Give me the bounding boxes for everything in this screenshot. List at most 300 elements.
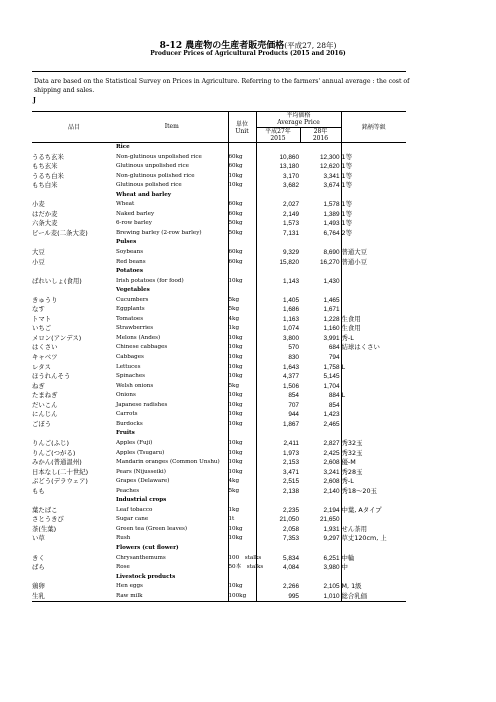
category-marker [32, 143, 116, 153]
item-name-en: Spinaches [116, 373, 146, 380]
item-name-jp: キャベツ [32, 353, 58, 362]
unit-cell: 60kg [228, 162, 256, 172]
value-2015: 2,149 [256, 210, 300, 220]
unit-cell: 10kg [228, 372, 256, 382]
grade-cell: 1等 [341, 181, 406, 191]
grade-cell: L [341, 363, 406, 373]
table-row [32, 592, 406, 602]
table-row [32, 353, 406, 363]
category-marker [32, 191, 116, 201]
table-row [32, 258, 406, 268]
table-row [32, 363, 406, 373]
unit-cell: 1kg [228, 506, 256, 516]
category-label: Potatoes [116, 268, 144, 275]
item-name-en: Strawberries [116, 325, 154, 332]
unit-cell [228, 544, 256, 554]
category-marker [32, 544, 116, 554]
item-name-en: Raw milk [116, 592, 228, 602]
unit-cell: 10kg [228, 582, 256, 592]
item-name-jp: いちご [32, 324, 52, 333]
grade-cell [341, 277, 406, 287]
value-2015: 1,143 [256, 277, 300, 287]
table-body [32, 143, 406, 602]
grade-cell: 秀28玉 [341, 468, 406, 478]
unit-cell: 10kg [228, 439, 256, 449]
item-name-en: Pears (Nijusseiki) [116, 468, 166, 475]
grade-cell: 秀-L [341, 334, 406, 344]
item-name-en: Irish potatoes (for food) [116, 277, 184, 284]
item-name-jp: もち玄米 [32, 162, 58, 171]
value-2015: 10,860 [256, 153, 300, 163]
item-name-en: Carrots [116, 411, 138, 418]
table-row [32, 229, 406, 239]
item-name-jp: もち白米 [32, 181, 58, 190]
item-name-jp: たまねぎ [32, 391, 58, 400]
table-row [32, 391, 406, 401]
grade-cell: 秀18〜20玉 [341, 487, 406, 497]
category-label: Fruits [116, 430, 135, 437]
grade-cell [341, 401, 406, 411]
category-marker [32, 573, 116, 583]
item-name-jp: きゅうり [32, 295, 58, 304]
unit-cell: 60kg [228, 258, 256, 268]
value-2015: 570 [256, 343, 300, 353]
value-2015 [256, 286, 300, 296]
item-name-en: Cucumbers [116, 296, 149, 303]
item-name-jp: 日本なし(二十世紀) [32, 467, 89, 476]
category-label: Flowers (cut flower) [116, 544, 179, 551]
value-2016: 6,251 [323, 554, 340, 562]
value-2016: 6,764 [323, 229, 340, 237]
item-name-en: Cabbages [116, 354, 144, 361]
value-2016: 1,465 [323, 296, 340, 304]
unit-cell: 10kg [228, 277, 256, 287]
unit-cell: 10kg [228, 449, 256, 459]
table-row [32, 477, 406, 487]
item-name-en: Hen eggs [116, 583, 143, 590]
grade-cell [341, 573, 406, 583]
header-item-en: Item [116, 111, 228, 143]
item-name-en: Lettuces [116, 363, 141, 370]
item-name-en: Eggplants [116, 306, 145, 313]
grade-cell: 秀32玉 [341, 439, 406, 449]
item-name-jp: ばれいしょ(食用) [32, 276, 82, 285]
value-2016: 9,297 [323, 535, 340, 543]
grade-cell: 1等 [341, 219, 406, 229]
item-name-en: Brewing barley (2-row barley) [116, 229, 202, 236]
item-name-jp: ビール麦(二条大麦) [32, 228, 88, 237]
grade-cell: 中葉, Aタイプ [341, 506, 406, 516]
value-2015: 830 [256, 353, 300, 363]
table-row [32, 324, 406, 334]
value-2016: 794 [328, 354, 340, 362]
table-row [32, 582, 406, 592]
value-2015 [256, 544, 300, 554]
value-2016: 1,578 [323, 201, 340, 209]
item-name-en: Peaches [116, 487, 140, 494]
item-name-jp: 鶏卵 [32, 582, 45, 591]
table-row [32, 458, 406, 468]
item-name-en: Mandarin oranges (Common Unshu) [116, 459, 220, 466]
grade-cell: 秀-L [341, 477, 406, 487]
category-label: Vegetables [116, 287, 150, 294]
unit-cell: 10kg [228, 391, 256, 401]
value-2016: 8,690 [323, 249, 340, 257]
value-2016 [300, 267, 341, 277]
value-2016 [300, 143, 341, 153]
item-name-jp: ねぎ [32, 381, 45, 390]
value-2016: 884 [328, 392, 340, 400]
title-years: (平成27, 28年) [284, 41, 337, 50]
grade-cell: 生食用 [341, 324, 406, 334]
item-name-en: Soybeans [116, 249, 144, 256]
unit-cell: 10kg [228, 525, 256, 535]
item-name-jp: 茶(生葉) [32, 524, 57, 533]
header-unit: 単位 Unit [228, 111, 256, 143]
value-2016: 1,430 [323, 277, 340, 285]
item-name-en: Rush [116, 535, 131, 542]
value-2016: 21,650 [319, 516, 340, 524]
value-2015: 1,405 [256, 296, 300, 306]
table-row [32, 296, 406, 306]
unit-cell [228, 143, 256, 153]
grade-cell [341, 267, 406, 277]
table-note: Data are based on the Statistical Survey on Prices in Agriculture. Referring to the farmers' annual average : the cost of shipping and sales. [34, 78, 410, 94]
header-y2-jp: 28年 [313, 128, 328, 135]
unit-cell: 4kg [228, 315, 256, 325]
value-2015: 3,471 [256, 468, 300, 478]
category-marker [32, 496, 116, 506]
value-2015: 1,163 [256, 315, 300, 325]
item-name-jp: ほうれんそう [32, 372, 71, 381]
value-2015: 1,686 [256, 305, 300, 315]
item-name-en: Chinese cabbages [116, 344, 168, 351]
category-row [32, 496, 406, 506]
item-name-en: Apples (Tsugaru) [116, 449, 165, 456]
grade-cell: 普通大豆 [341, 248, 406, 258]
value-2016: 684 [328, 344, 340, 352]
value-2016 [300, 429, 341, 439]
unit-cell: 4kg [228, 477, 256, 487]
grade-cell: 普通小豆 [341, 258, 406, 268]
category-label: Industrial crops [116, 497, 167, 504]
item-name-jp: もも [32, 486, 45, 495]
value-2015: 2,058 [256, 525, 300, 535]
unit-cell: 10kg [228, 468, 256, 478]
value-2016 [300, 573, 341, 583]
item-name-jp: はだか麦 [32, 209, 58, 218]
margin-tick: J [33, 97, 36, 104]
grade-cell: 草丈120cm, 上 [341, 534, 406, 544]
item-name-en: Leaf tobacco [116, 506, 153, 513]
value-2015: 995 [256, 592, 300, 602]
unit-cell [228, 496, 256, 506]
grade-cell: 1等 [341, 172, 406, 182]
value-2015: 9,329 [256, 248, 300, 258]
value-2016: 12,620 [319, 163, 340, 171]
category-row [32, 238, 406, 248]
item-name-en: Non-glutinous unpolished rice [116, 153, 202, 160]
item-name-jp: ばら [32, 563, 45, 572]
value-2015 [256, 143, 300, 153]
value-2016: 12,300 [319, 153, 340, 161]
item-name-jp: レタス [32, 362, 51, 371]
top-rule [32, 71, 406, 72]
item-name-jp: トマト [32, 314, 52, 323]
value-2016: 1,931 [323, 525, 340, 533]
value-2015: 1,573 [256, 219, 300, 229]
grade-cell: 1等 [341, 210, 406, 220]
value-2016: 3,980 [323, 564, 340, 572]
item-name-en: Non-glutinous polished rice [116, 172, 195, 179]
item-name-jp: なす [32, 305, 45, 314]
unit-cell: 10kg [228, 181, 256, 191]
table-row [32, 305, 406, 315]
value-2015 [256, 191, 300, 201]
item-name-en: Green tea (Green leaves) [116, 525, 188, 532]
value-2016: 1,671 [323, 306, 340, 314]
value-2015: 2,266 [256, 582, 300, 592]
value-2015: 3,800 [256, 334, 300, 344]
grade-cell: 1等 [341, 200, 406, 210]
item-name-jp: にんじん [32, 410, 58, 419]
price-table [32, 111, 406, 602]
table-row [32, 277, 406, 287]
value-2016 [300, 496, 341, 506]
category-label: Wheat and barley [116, 191, 172, 198]
table-row [32, 401, 406, 411]
category-row [32, 429, 406, 439]
table-row [32, 248, 406, 258]
item-name-en: Red beans [116, 258, 146, 265]
value-2015: 5,834 [256, 554, 300, 564]
unit-cell: 5kg [228, 296, 256, 306]
header-price [256, 111, 341, 128]
value-2015: 944 [256, 410, 300, 420]
grade-cell: 2等 [341, 229, 406, 239]
table-row [32, 410, 406, 420]
value-2016: 2,827 [323, 439, 340, 447]
table-row [32, 506, 406, 516]
unit-cell: 5kg [228, 305, 256, 315]
grade-cell: 結球はくさい [341, 343, 406, 353]
grade-cell [341, 410, 406, 420]
category-label: Livestock products [116, 573, 176, 580]
value-2015: 707 [256, 401, 300, 411]
header-price-jp: 平均価格 [286, 112, 311, 119]
value-2015: 2,235 [256, 506, 300, 516]
header-y2-en: 2016 [312, 135, 329, 142]
value-2015: 1,867 [256, 420, 300, 430]
header-year-2016 [300, 128, 341, 143]
item-name-jp: 小豆 [32, 257, 45, 266]
item-name-jp: うるち白米 [32, 171, 64, 180]
value-2016: 1,160 [323, 325, 340, 333]
value-2016: 1,758 [323, 363, 340, 371]
unit-cell: 60kg [228, 200, 256, 210]
unit-cell [228, 573, 256, 583]
item-name-en: Naked barley [116, 210, 155, 217]
table-row [32, 525, 406, 535]
category-row [32, 191, 406, 201]
value-2016: 2,105 [323, 583, 340, 591]
grade-cell [341, 515, 406, 525]
table-row [32, 382, 406, 392]
grade-cell [341, 305, 406, 315]
unit-cell: 10kg [228, 410, 256, 420]
header-price-en: Average Price [277, 119, 320, 126]
item-name-jp: りんご(ふじ) [32, 438, 69, 447]
value-2016 [300, 238, 341, 248]
table-row [32, 449, 406, 459]
value-2016 [300, 191, 341, 201]
grade-cell [341, 238, 406, 248]
grade-cell [341, 143, 406, 153]
item-name-en: Wheat [116, 201, 135, 208]
grade-cell [341, 544, 406, 554]
item-name-jp: うるち玄米 [32, 152, 64, 161]
value-2016: 1,228 [323, 315, 340, 323]
grade-cell: 1等 [341, 162, 406, 172]
value-2015: 2,515 [256, 477, 300, 487]
item-name-jp: 小麦 [32, 200, 45, 209]
table-row [32, 468, 406, 478]
item-name-en: Grapes (Delaware) [116, 478, 170, 485]
value-2016: 1,010 [300, 592, 341, 602]
value-2015: 4,377 [256, 372, 300, 382]
value-2015: 4,084 [256, 563, 300, 573]
unit-cell: 1kg [228, 324, 256, 334]
item-name-en: Tomatoes [116, 315, 144, 322]
item-name-jp: きく [32, 553, 45, 562]
table-row [32, 219, 406, 229]
item-name-en: Welsh onions [116, 382, 154, 389]
grade-cell: 優-M [341, 458, 406, 468]
unit-cell [228, 191, 256, 201]
table-row [32, 554, 406, 564]
category-row [32, 286, 406, 296]
value-2016: 2,425 [323, 449, 340, 457]
header-grade: 銘柄等級 [341, 111, 406, 143]
item-name-jp: い草 [32, 534, 45, 543]
item-name-jp: 大豆 [32, 248, 45, 257]
grade-cell: L [341, 391, 406, 401]
header-y1-jp: 平成27年 [265, 128, 291, 135]
value-2015 [256, 238, 300, 248]
grade-cell [341, 420, 406, 430]
value-2015 [256, 573, 300, 583]
unit-cell [228, 238, 256, 248]
value-2015: 1,643 [256, 363, 300, 373]
value-2016: 1,423 [323, 411, 340, 419]
unit-cell: 10kg [228, 343, 256, 353]
table-row [32, 534, 406, 544]
value-2015: 2,138 [256, 487, 300, 497]
value-2015: 13,180 [256, 162, 300, 172]
unit-cell: 100 stalks [228, 554, 256, 564]
item-name-jp: メロン(アンデス) [32, 333, 82, 342]
grade-cell [341, 353, 406, 363]
unit-cell: 50kg [228, 219, 256, 229]
value-2016: 2,608 [323, 459, 340, 467]
category-marker [32, 286, 116, 296]
value-2015: 7,353 [256, 534, 300, 544]
item-name-en: Rose [116, 564, 130, 571]
item-name-en: Onions [116, 392, 136, 399]
unit-cell: 50本 stalks [228, 563, 256, 573]
grade-cell: 生食用 [341, 315, 406, 325]
table-row [32, 315, 406, 325]
value-2016: 1,389 [323, 210, 340, 218]
item-name-jp: さとうきび [32, 515, 64, 524]
value-2015: 15,820 [256, 258, 300, 268]
value-2016 [300, 544, 341, 554]
unit-cell: 100kg [228, 592, 256, 602]
item-name-en: Sugar cane [116, 516, 149, 523]
item-name-en: Chrysanthemums [116, 554, 166, 561]
value-2015: 21,050 [256, 515, 300, 525]
value-2015: 1,973 [256, 449, 300, 459]
unit-cell [228, 267, 256, 277]
unit-cell: 60kg [228, 248, 256, 258]
item-name-jp: 六条大麦 [32, 219, 58, 228]
value-2016: 3,241 [323, 468, 340, 476]
value-2016: 3,674 [323, 182, 340, 190]
value-2016: 1,493 [323, 220, 340, 228]
item-name-jp: はくさい [32, 343, 58, 352]
unit-cell: 10kg [228, 363, 256, 373]
grade-cell: 秀32玉 [341, 449, 406, 459]
unit-cell: 60kg [228, 210, 256, 220]
table-row [32, 372, 406, 382]
grade-cell: 総合乳価 [341, 592, 406, 602]
value-2015: 1,074 [256, 324, 300, 334]
grade-cell [341, 429, 406, 439]
header-y1-en: 2015 [270, 135, 286, 142]
page-subtitle: Producer Prices of Agricultural Products (2015 and 2016) [150, 50, 346, 57]
unit-cell: 5kg [228, 487, 256, 497]
unit-cell: 10kg [228, 334, 256, 344]
value-2015: 3,170 [256, 172, 300, 182]
unit-cell: 10kg [228, 401, 256, 411]
table-row [32, 420, 406, 430]
item-name-en: Apples (Fuji) [116, 439, 153, 446]
grade-cell: せん茶用 [341, 525, 406, 535]
value-2015 [256, 267, 300, 277]
unit-cell [228, 429, 256, 439]
value-2015 [256, 429, 300, 439]
grade-cell [341, 286, 406, 296]
value-2015: 2,411 [256, 439, 300, 449]
value-2015: 3,682 [256, 181, 300, 191]
unit-cell: 10kg [228, 534, 256, 544]
category-label: Rice [116, 144, 130, 150]
item-name-jp: 生乳 [32, 592, 116, 602]
value-2015: 7,131 [256, 229, 300, 239]
value-2016: 2,140 [323, 487, 340, 495]
header-item-jp: 品目 [32, 111, 116, 143]
category-row [32, 573, 406, 583]
unit-cell [228, 286, 256, 296]
unit-cell: 50kg [228, 229, 256, 239]
value-2015: 2,153 [256, 458, 300, 468]
value-2015: 2,027 [256, 200, 300, 210]
value-2016: 5,145 [323, 373, 340, 381]
table-row [32, 162, 406, 172]
grade-cell [341, 382, 406, 392]
unit-cell: 10kg [228, 458, 256, 468]
value-2015: 854 [256, 391, 300, 401]
